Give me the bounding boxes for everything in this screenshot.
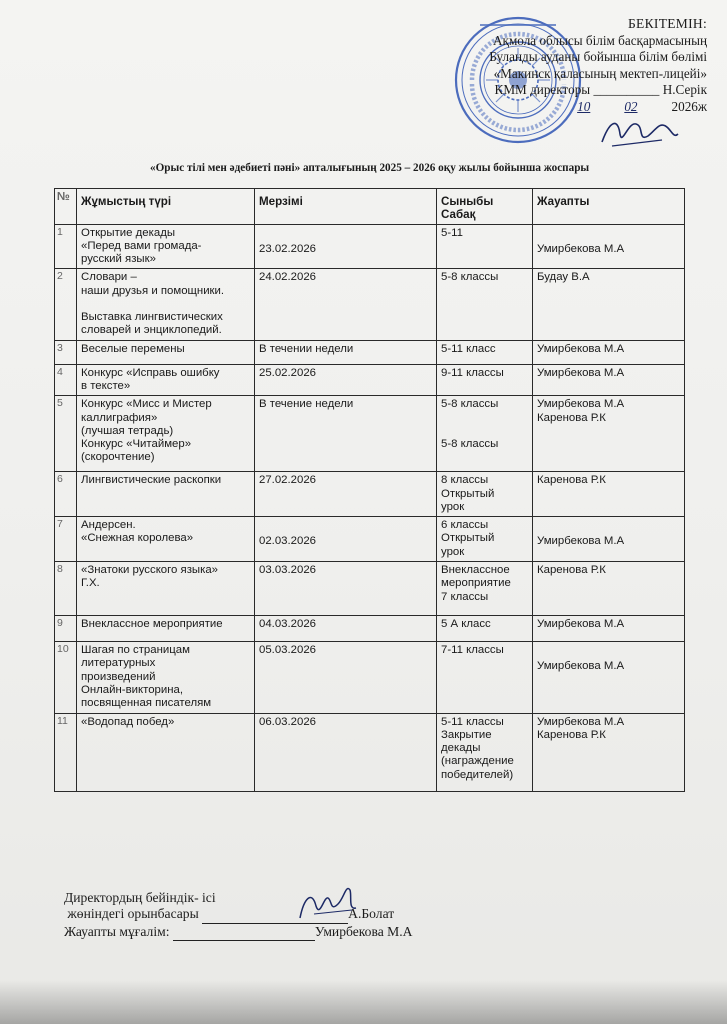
row-number: 4 — [55, 364, 77, 396]
table-header-row — [55, 189, 685, 225]
header-class — [437, 189, 533, 225]
cls-line: 9-11 классы — [441, 366, 504, 379]
row-responsible — [533, 472, 685, 517]
cls-line: 5-11 класс — [441, 342, 496, 355]
deputy-name: А.Болат — [348, 906, 395, 922]
type-line: наши друзья и помощники. — [81, 284, 225, 297]
row-number: 5 — [55, 396, 77, 472]
type-line: Словари – — [81, 271, 137, 284]
resp-line: Будау В.А — [537, 271, 590, 284]
row-date: В течении недели — [255, 340, 437, 364]
table-row — [55, 472, 685, 517]
table-row — [55, 642, 685, 713]
row-responsible — [533, 616, 685, 642]
type-line: «Перед вами громада- — [81, 239, 202, 252]
type-line: «Снежная королева» — [81, 532, 194, 545]
row-number: 9 — [55, 616, 77, 642]
header-num: № — [55, 189, 77, 225]
table-row — [55, 562, 685, 616]
type-line: русский язык» — [81, 253, 156, 266]
cls-line: 5-11 — [441, 226, 463, 239]
row-work-type — [77, 642, 255, 713]
type-line: Онлайн-викторина, — [81, 683, 184, 696]
cls-line: Закрытие — [441, 728, 492, 741]
row-work-type — [77, 364, 255, 396]
row-number: 8 — [55, 562, 77, 616]
cls-line: (награждение — [441, 755, 514, 768]
approval-date-day: 10 — [577, 98, 591, 114]
resp-line: Умирбекова М.А — [537, 242, 625, 255]
row-class — [437, 340, 533, 364]
row-class — [437, 269, 533, 340]
cls-line: Открытый — [441, 532, 495, 545]
row-number: 11 — [55, 713, 77, 791]
cls-line: победителей) — [441, 768, 514, 781]
cls-line: мероприятие — [441, 577, 511, 590]
header-work-type: Жұмыстың түрі — [77, 189, 255, 225]
row-class — [437, 472, 533, 517]
type-line: Лингвистические раскопки — [81, 474, 222, 487]
cls-line: 6 классы — [441, 519, 489, 532]
row-work-type — [77, 713, 255, 791]
approval-line-1: Ақмола облысы білім басқармасының — [493, 32, 707, 48]
row-number: 1 — [55, 224, 77, 269]
table-row — [55, 224, 685, 269]
resp-line: Умирбекова М.А — [537, 342, 625, 355]
row-class — [437, 396, 533, 472]
row-date: 06.03.2026 — [255, 713, 437, 791]
approval-title: БЕКІТЕМІН: — [628, 16, 707, 31]
row-responsible — [533, 340, 685, 364]
resp-line: Каренова Р.К — [537, 728, 606, 741]
row-work-type — [77, 340, 255, 364]
approval-line-4: КММ директоры __________ Н.Серік — [494, 82, 707, 97]
type-line: Г.Х. — [81, 577, 100, 590]
row-responsible — [533, 224, 685, 269]
type-line: Выставка лингвистических — [81, 311, 223, 324]
type-line — [81, 298, 250, 311]
type-line: (скорочтение) — [81, 451, 155, 464]
row-date: 24.02.2026 — [255, 269, 437, 340]
type-line: Веселые перемены — [81, 342, 185, 355]
cls-line: 5-8 классы — [441, 398, 499, 411]
row-number: 6 — [55, 472, 77, 517]
cls-line — [441, 412, 528, 425]
row-work-type — [77, 224, 255, 269]
row-work-type — [77, 472, 255, 517]
resp-line: Умирбекова М.А — [537, 366, 625, 379]
resp-line: Умирбекова М.А — [537, 535, 625, 548]
row-responsible — [533, 364, 685, 396]
type-line: каллиграфия» — [81, 411, 158, 424]
type-line: Андерсен. — [81, 519, 136, 532]
row-class — [437, 713, 533, 791]
type-line: Конкурс «Мисс и Мистер — [81, 398, 212, 411]
resp-line: Умирбекова М.А — [537, 398, 625, 411]
type-line: посвященная писателям — [81, 697, 212, 710]
teacher-label: Жауапты мұғалім: — [64, 923, 170, 939]
approval-block — [447, 16, 707, 115]
row-date: 27.02.2026 — [255, 472, 437, 517]
header-class-line-2: Сабақ — [441, 208, 476, 222]
resp-line: Умирбекова М.А — [537, 618, 625, 631]
row-class — [437, 517, 533, 562]
document-title: «Орыс тілі мен әдебиеті пәні» апталығының 2025 – 2026 оқу жылы бойынша жоспары — [150, 162, 590, 174]
cls-line: 8 классы — [441, 474, 489, 487]
row-responsible — [533, 642, 685, 713]
row-class — [437, 224, 533, 269]
type-line: Шагая по страницам — [81, 644, 190, 657]
row-class — [437, 642, 533, 713]
table-row — [55, 396, 685, 472]
row-date: 03.03.2026 — [255, 562, 437, 616]
table-row — [55, 616, 685, 642]
resp-line: Каренова Р.К — [537, 564, 606, 577]
page-shadow — [0, 980, 727, 1024]
row-number: 2 — [55, 269, 77, 340]
cls-line: 5-8 классы — [441, 271, 499, 284]
row-date: 02.03.2026 — [255, 517, 437, 562]
header-date: Мерзімі — [255, 189, 437, 225]
resp-line: Умирбекова М.А — [537, 660, 625, 673]
table-row — [55, 713, 685, 791]
row-number: 3 — [55, 340, 77, 364]
row-class — [437, 616, 533, 642]
cls-line: декады — [441, 742, 481, 755]
cls-line: Открытый — [441, 487, 495, 500]
row-work-type — [77, 562, 255, 616]
row-date: 04.03.2026 — [255, 616, 437, 642]
teacher-name: Умирбекова М.А — [314, 923, 413, 939]
row-class — [437, 562, 533, 616]
row-date: 25.02.2026 — [255, 364, 437, 396]
type-line: (лучшая тетрадь) — [81, 424, 174, 437]
type-line: «Водопад побед» — [81, 715, 175, 728]
cls-line: 5-11 классы — [441, 715, 504, 728]
type-line: Конкурс «Читаймер» — [81, 438, 192, 451]
row-work-type — [77, 269, 255, 340]
type-line: литературных — [81, 657, 156, 670]
type-line: Конкурс «Исправь ошибку — [81, 366, 220, 379]
header-class-line-1: Сыныбы — [441, 195, 494, 208]
type-line: словарей и энциклопедий. — [81, 324, 222, 337]
header-responsible: Жауапты — [533, 189, 685, 225]
row-responsible — [533, 517, 685, 562]
deputy-label-line-2: жөніндегі орынбасары — [67, 906, 199, 922]
cls-line: 7-11 классы — [441, 644, 504, 657]
row-work-type — [77, 517, 255, 562]
row-work-type — [77, 396, 255, 472]
approval-line-2: Буланды ауданы бойынша білім бөлімі — [489, 49, 707, 64]
row-date: 23.02.2026 — [255, 224, 437, 269]
row-responsible — [533, 396, 685, 472]
row-work-type — [77, 616, 255, 642]
type-line: Открытие декады — [81, 226, 176, 239]
director-signature-icon — [598, 112, 680, 152]
row-responsible — [533, 562, 685, 616]
resp-line: Умирбекова М.А — [537, 715, 625, 728]
resp-line: Каренова Р.К — [537, 474, 606, 487]
approval-line-3: «Макинск қаласының мектеп-лицейі» — [493, 65, 707, 81]
row-number: 7 — [55, 517, 77, 562]
deputy-label-line-1: Директордың бейіндік- ісі — [64, 890, 216, 905]
row-responsible — [533, 269, 685, 340]
table-row — [55, 517, 685, 562]
cls-line — [441, 425, 528, 438]
cls-line: 5-8 классы — [441, 437, 499, 450]
cls-line: Внеклассное — [441, 564, 510, 577]
type-line: «Знатоки русского языка» — [81, 564, 219, 577]
resp-line: Каренова Р.К — [537, 411, 606, 424]
row-date: В течение недели — [255, 396, 437, 472]
table-row — [55, 340, 685, 364]
table-row — [55, 364, 685, 396]
row-date: 05.03.2026 — [255, 642, 437, 713]
cls-line: 5 А класс — [441, 618, 491, 631]
approval-date-year: 2026ж — [671, 98, 707, 114]
type-line: произведений — [81, 670, 156, 683]
plan-table — [54, 188, 685, 792]
row-number: 10 — [55, 642, 77, 713]
cls-line: 7 классы — [441, 590, 489, 603]
deputy-signature-icon — [294, 878, 364, 930]
approval-date-month: 02 — [624, 98, 638, 114]
type-line: Внеклассное мероприятие — [81, 618, 223, 631]
table-row — [55, 269, 685, 340]
row-responsible — [533, 713, 685, 791]
row-class — [437, 364, 533, 396]
cls-line: урок — [441, 545, 465, 558]
cls-line: урок — [441, 500, 465, 513]
type-line: в тексте» — [81, 379, 131, 392]
